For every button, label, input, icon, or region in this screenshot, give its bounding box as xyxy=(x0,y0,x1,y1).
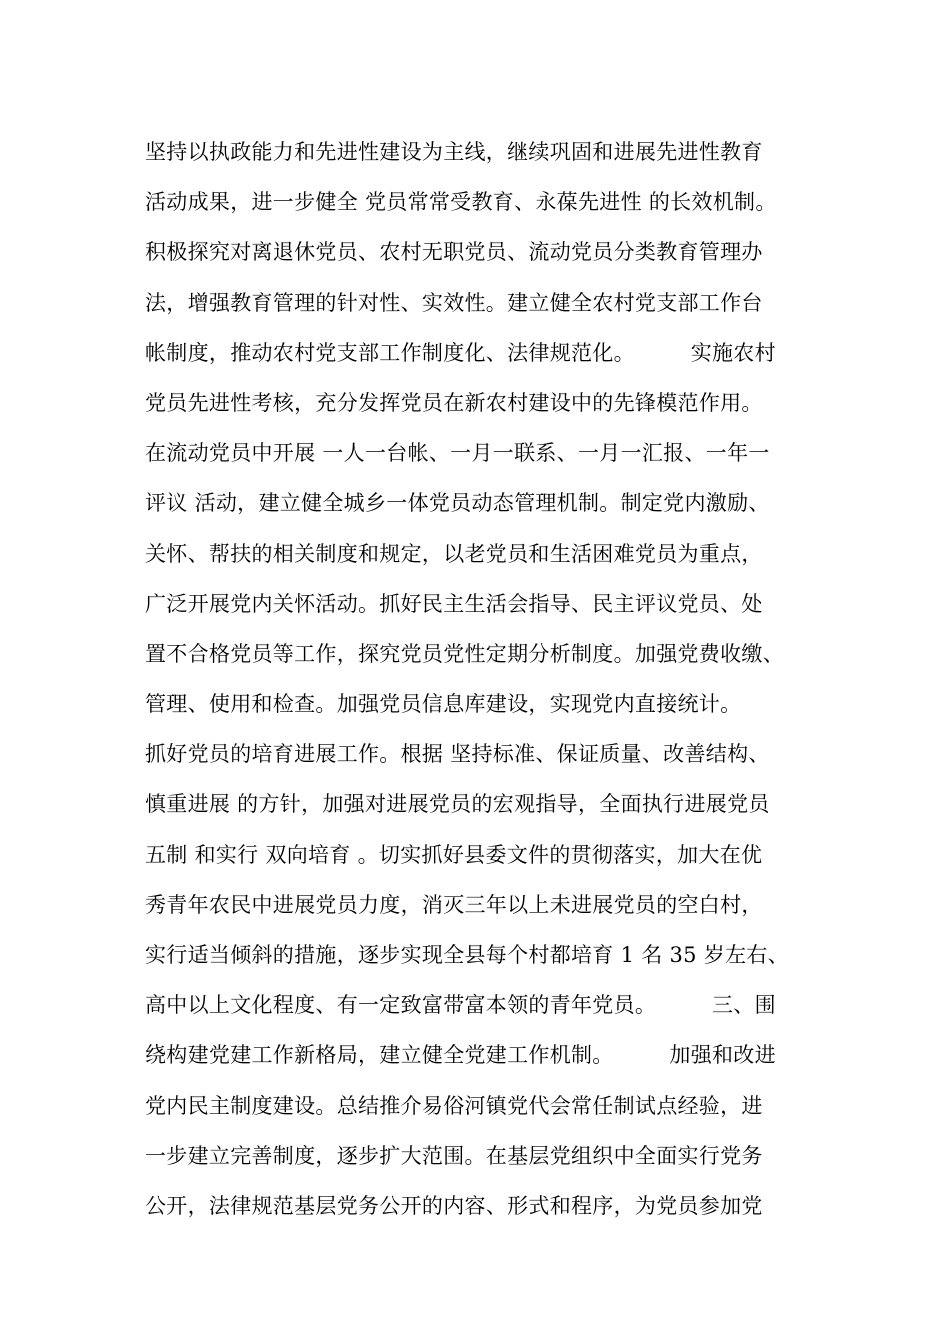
text-line-8: 评议 活动，建立健全城乡一体党员动态管理机制。制定党内激励、 xyxy=(145,491,770,516)
text-line-1: 坚持以执政能力和先进性建设为主线，继续巩固和进展先进性教育 xyxy=(145,140,763,164)
text-line-11: 置不合格党员等工作，探究党员党性定期分析制度。加强党费收缴、 xyxy=(145,641,784,666)
text-line-20: 党内民主制度建设。总结推介易俗河镇党代会常任制试点经验，进 xyxy=(145,1093,763,1118)
text-line-12: 管理、使用和检查。加强党员信息库建设，实现党内直接统计。 xyxy=(145,692,742,717)
text-line-16: 秀青年农民中进展党员力度，消灭三年以上未进展党员的空白村， xyxy=(145,892,763,917)
text-line-19: 绕构建党建工作新格局，建立健全党建工作机制。 加强和改进 xyxy=(145,1043,776,1068)
text-line-13: 抓好党员的培育进展工作。根据 坚持标准、保证质量、改善结构、 xyxy=(145,742,770,767)
text-line-15: 五制 和实行 双向培育 。切实抓好县委文件的贯彻落实，加大在优 xyxy=(145,842,763,867)
text-line-17: 实行适当倾斜的措施，逐步实现全县每个村都培育 1 名 35 岁左右、 xyxy=(145,943,789,967)
text-line-5: 帐制度，推动农村党支部工作制度化、法律规范化。 实施农村 xyxy=(145,340,776,365)
text-line-4: 法，增强教育管理的针对性、实效性。建立健全农村党支部工作台 xyxy=(145,290,763,315)
text-line-14: 慎重进展 的方针，加强对进展党员的宏观指导，全面执行进展党员 xyxy=(145,792,770,817)
text-line-21: 一步建立完善制度，逐步扩大范围。在基层党组织中全面实行党务 xyxy=(145,1143,763,1168)
text-line-2: 活动成果，进一步健全 党员常常受教育、永葆先进性 的长效机制。 xyxy=(145,190,777,215)
text-line-7: 在流动党员中开展 一人一台帐、一月一联系、一月一汇报、一年一 xyxy=(145,441,770,466)
text-line-18: 高中以上文化程度、有一定致富带富本领的青年党员。 三、围 xyxy=(145,993,776,1018)
text-line-22: 公开，法律规范基层党务公开的内容、形式和程序，为党员参加党 xyxy=(145,1193,763,1218)
body-text xyxy=(145,133,825,1237)
text-line-3: 积极探究对离退休党员、农村无职党员、流动党员分类教育管理办 xyxy=(145,240,763,265)
text-line-10: 广泛开展党内关怀活动。抓好民主生活会指导、民主评议党员、处 xyxy=(145,591,763,616)
text-line-9: 关怀、帮扶的相关制度和规定，以老党员和生活困难党员为重点， xyxy=(145,541,763,566)
text-line-6: 党员先进性考核，充分发挥党员在新农村建设中的先锋模范作用。 xyxy=(145,390,763,415)
